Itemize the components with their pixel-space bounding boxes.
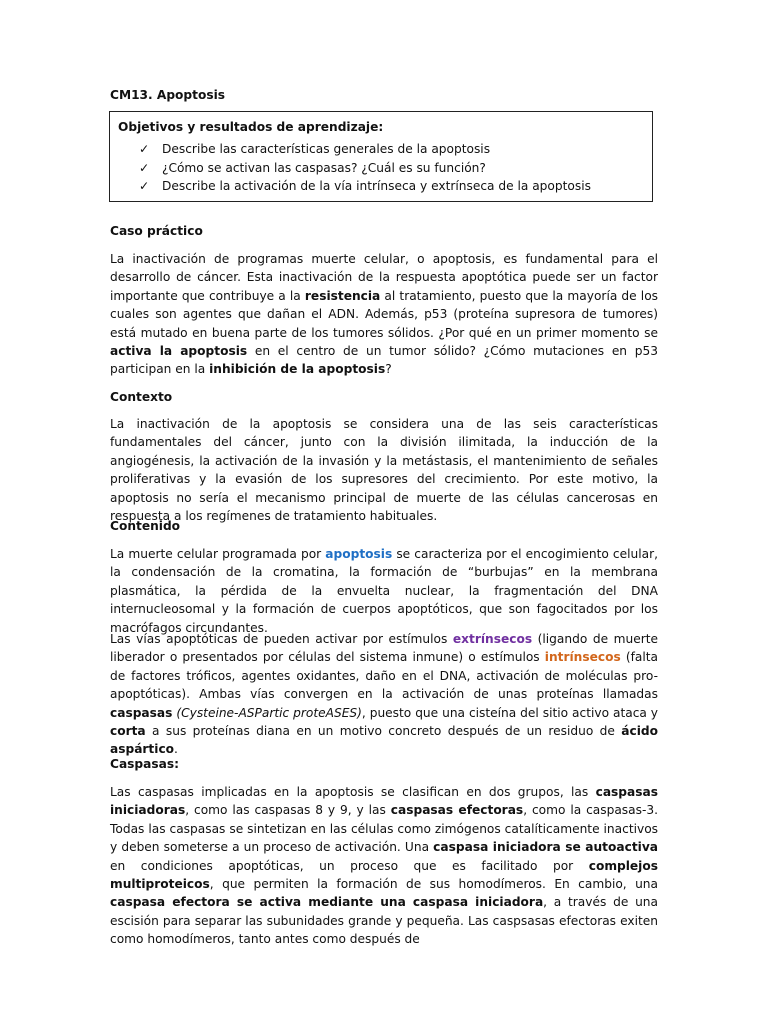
paragraph-contenido-1: La muerte celular programada por apoptosis se caracteriza por el encogimiento celular, la condensación de la cromatina, la formación de “burbujas” en la membrana plasmática, la pérdida de la envuelta nuclear, la fragmentación del DNA internucleosomal y la formación de cuerpos apoptóticos, que son fagocitados por los macrófagos circundantes. [110,547,658,635]
objectives-heading: Objetivos y resultados de aprendizaje: [118,120,384,134]
page-title: CM13. Apoptosis [110,88,226,102]
objectives-list [118,140,644,195]
section-heading-contenido: Contenido [110,519,181,533]
paragraph-contenido-2: Las vías apoptóticas de pueden activar por estímulos extrínsecos (ligando de muerte liberador o presentados por células del sistema inmune) o estímulos intrínsecos (falta de factores tróficos, agentes oxidantes, daño en el DNA, activación de moléculas pro-apoptóticas). Ambas vías convergen en la activación de unas proteínas llamadas caspasas (Cysteine-ASPartic proteASES), puesto que una cisteína del sitio activo ataca y corta a sus proteínas diana en un motivo concreto después de un residuo de ácido aspártico. [110,632,659,757]
section-heading-caspasas: Caspasas: [110,757,179,771]
objective-item: ✓ ¿Cómo se activan las caspasas? ¿Cuál es su función? [118,159,644,177]
paragraph-caso: La inactivación de programas muerte celular, o apoptosis, es fundamental para el desarrollo de cáncer. Esta inactivación de la respuesta apoptótica puede ser un factor importante que contribuye a la resistencia al tratamiento, puesto que la mayoría de los cuales son agentes que dañan el ADN. Además, p53 (proteína supresora de tumores) está mutado en buena parte de los tumores sólidos. ¿Por qué en un primer momento se activa la apoptosis en el centro de un tumor sólido? ¿Cómo mutaciones en p53 participan en la inhibición de la apoptosis? [110,252,658,377]
paragraph-contexto: La inactivación de la apoptosis se considera una de las seis características fundamentales del cáncer, junto con la división ilimitada, la inducción de la angiogénesis, la activación de la invasión y la metástasis, el mantenimiento de señales proliferativas y la evasión de los supresores del crecimiento. Por este motivo, la apoptosis no sería el mecanismo principal de muerte de las células cancerosas en respuesta a los regímenes de tratamiento habituales. [110,417,658,524]
objectives-box [109,111,653,202]
section-heading-caso: Caso práctico [110,224,203,238]
section-heading-contexto: Contexto [110,390,173,404]
objective-item: ✓ Describe la activación de la vía intrínseca y extrínseca de la apoptosis [118,177,644,195]
checkmark-icon: ✓ [139,160,150,175]
paragraph-caspasas: Las caspasas implicadas en la apoptosis se clasifican en dos grupos, las caspasas iniciadoras, como las caspasas 8 y 9, y las caspasas efectoras, como la caspasas-3. Todas las caspasas se sintetizan en las células como zimógenos catalíticamente inactivos y deben someterse a un proceso de activación. Una caspasa iniciadora se autoactiva en condiciones apoptóticas, un proceso que es facilitado por complejos multiproteicos, que permiten la formación de sus homodímeros. En cambio, una caspasa efectora se activa mediante una caspasa iniciadora, a través de una escisión para separar las subunidades grande y pequeña. Las caspsasas efectoras exiten como homodímeros, tanto antes como después de [110,785,659,947]
objective-item: ✓ Describe las características generales de la apoptosis [118,140,644,158]
checkmark-icon: ✓ [139,179,150,194]
checkmark-icon: ✓ [139,142,150,157]
